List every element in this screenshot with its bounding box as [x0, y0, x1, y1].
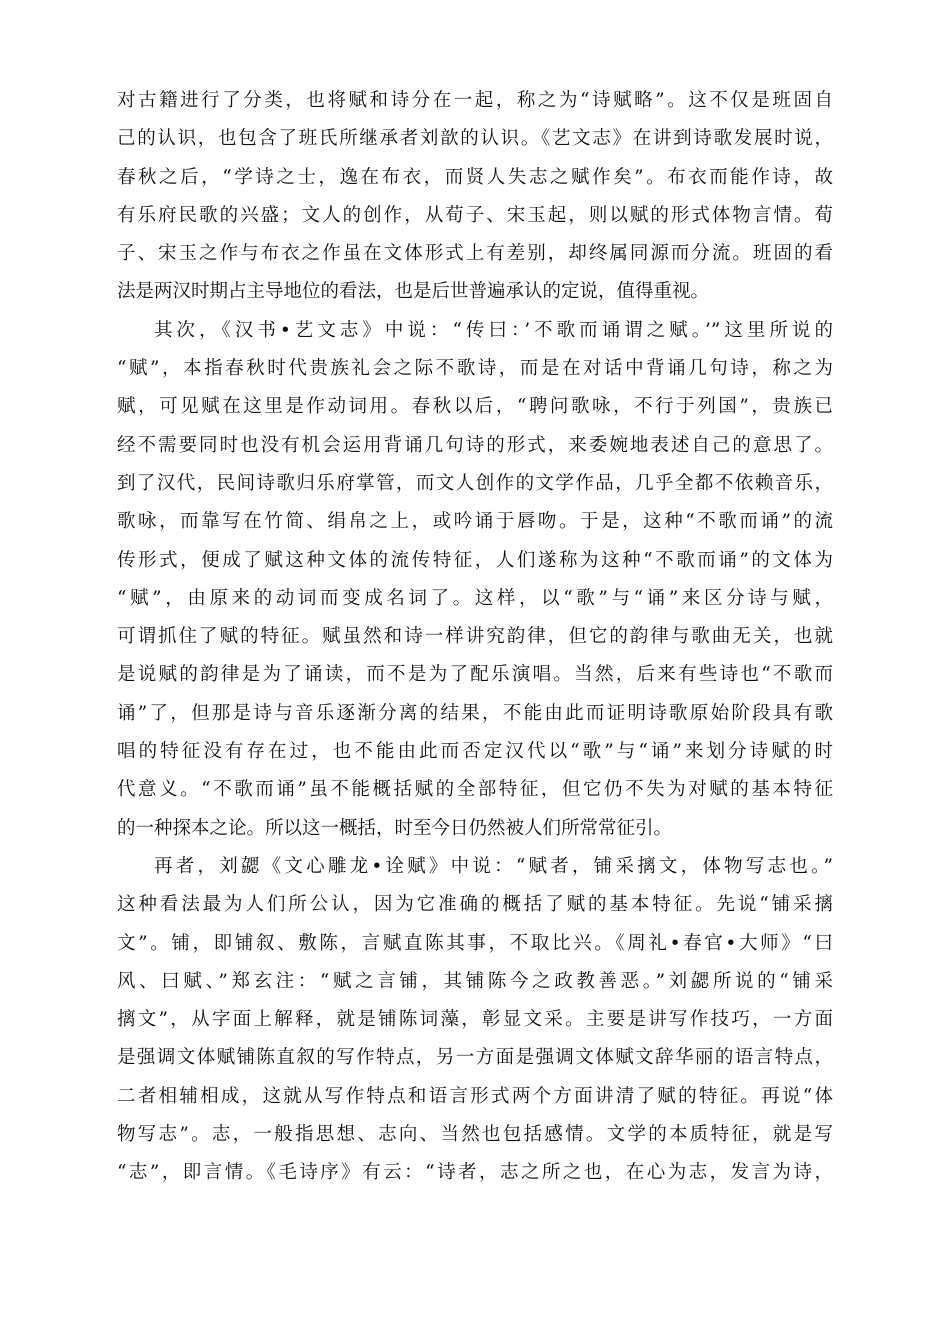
document-body	[117, 82, 833, 1193]
text-line: 代意义。“不歌而诵”虽不能概括赋的全部特征，但它仍不失为对赋的基本特征	[117, 779, 833, 801]
text-line: 传形式，便成了赋这种文体的流传特征，人们遂称为这种“不歌而诵”的文体为	[117, 549, 833, 571]
paragraph-2	[117, 312, 833, 848]
text-line: 风、曰赋、”郑玄注：“赋之言铺，其铺陈今之政教善恶。”刘勰所说的“铺采	[117, 970, 833, 992]
text-line: 到了汉代，民间诗歌归乐府掌管，而文人创作的文学作品，几乎全都不依赖音乐，	[117, 472, 833, 494]
text-line: 诵”了，但那是诗与音乐逐渐分离的结果，不能由此而证明诗歌原始阶段具有歌	[117, 702, 833, 724]
text-line: 子、宋玉之作与布衣之作虽在文体形式上有差别，却终属同源而分流。班固的看	[117, 243, 833, 265]
paragraph-3	[117, 848, 833, 1193]
text-line: 经不需要同时也没有机会运用背诵几句诗的形式，来委婉地表述自己的意思了。	[117, 434, 833, 456]
text-line: 是说赋的韵律是为了诵读，而不是为了配乐演唱。当然，后来有些诗也“不歌而	[117, 664, 833, 686]
text-line: 是强调文体赋铺陈直叙的写作特点，另一方面是强调文体赋文辞华丽的语言特点，	[117, 1047, 833, 1069]
text-line: 再者，刘勰《文心雕龙•诠赋》中说：“赋者，铺采摛文，体物写志也。”	[154, 855, 833, 877]
text-line: 可谓抓住了赋的特征。赋虽然和诗一样讲究韵律，但它的韵律与歌曲无关，也就	[117, 626, 833, 648]
text-line: “赋”，由原来的动词而变成名词了。这样，以“歌”与“诵”来区分诗与赋，	[117, 587, 833, 609]
text-line: 赋，可见赋在这里是作动词用。春秋以后，“聘问歌咏，不行于列国”，贵族已	[117, 396, 833, 418]
text-line: 春秋之后，“学诗之士，逸在布衣，而贤人失志之赋作矣”。布衣而能作诗，故	[117, 166, 833, 188]
text-line: “赋”，本指春秋时代贵族礼会之际不歌诗，而是在对话中背诵几句诗，称之为	[117, 358, 833, 380]
text-line: 的一种探本之论。所以这一概括，时至今日仍然被人们所常常征引。	[117, 817, 673, 839]
text-line: 有乐府民歌的兴盛；文人的创作，从荀子、宋玉起，则以赋的形式体物言情。荀	[117, 204, 833, 226]
text-line: 法是两汉时期占主导地位的看法，也是后世普遍承认的定说，值得重视。	[117, 281, 710, 303]
text-line: “志”，即言情。《毛诗序》有云：“诗者，志之所之也，在心为志，发言为诗，	[117, 1162, 833, 1184]
text-line: 摛文”，从字面上解释，就是铺陈词藻，彰显文采。主要是讲写作技巧，一方面	[117, 1009, 833, 1031]
text-line: 二者相辅相成，这就从写作特点和语言形式两个方面讲清了赋的特征。再说“体	[117, 1085, 833, 1107]
text-line: 对古籍进行了分类，也将赋和诗分在一起，称之为“诗赋略”。这不仅是班固自	[117, 90, 833, 111]
text-line: 己的认识，也包含了班氏所继承者刘歆的认识。《艺文志》在讲到诗歌发展时说，	[117, 128, 833, 150]
text-line: 物写志”。志，一般指思想、志向、当然也包括感情。文学的本质特征，就是写	[117, 1124, 833, 1146]
text-line: 唱的特征没有存在过，也不能由此而否定汉代以“歌”与“诵”来划分诗赋的时	[117, 741, 833, 763]
text-line: 歌咏，而靠写在竹简、绢帛之上，或吟诵于唇吻。于是，这种“不歌而诵”的流	[117, 511, 833, 533]
text-line: 这种看法最为人们所公认，因为它准确的概括了赋的基本特征。先说“铺采摛	[117, 894, 833, 916]
text-line: 其次，《汉书•艺文志》中说：“传曰：’不歌而诵谓之赋。’”这里所说的	[154, 319, 833, 341]
paragraph-1	[117, 82, 833, 312]
text-line: 文”。铺，即铺叙、敷陈，言赋直陈其事，不取比兴。《周礼•春官•大师》“曰	[117, 932, 833, 954]
